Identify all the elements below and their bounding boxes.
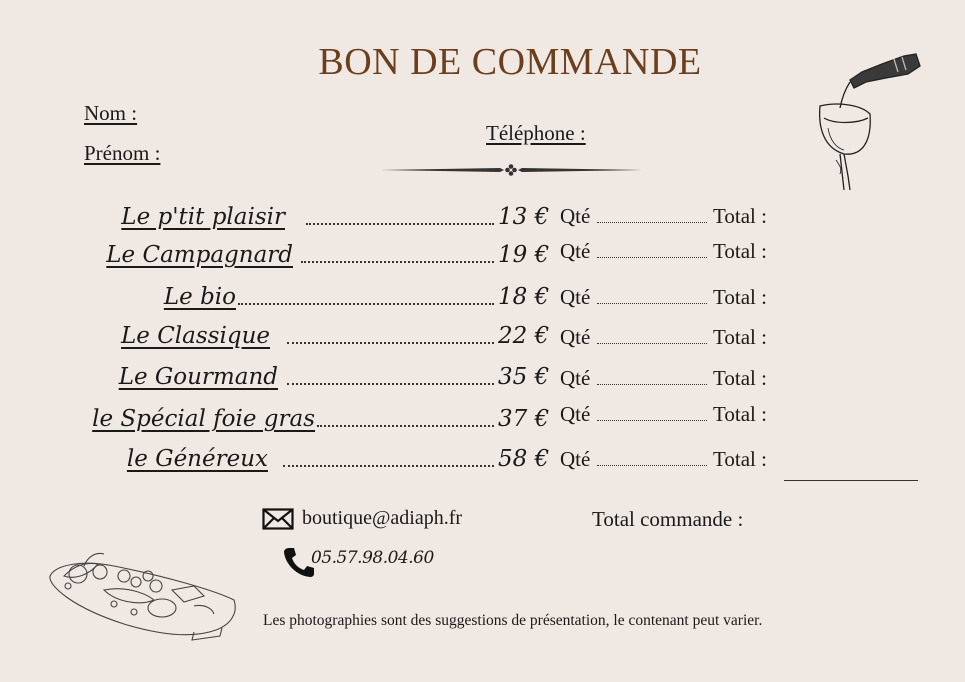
qty-label: Qté [560, 204, 591, 228]
qty-label: Qté [560, 285, 591, 309]
disclaimer-note: Les photographies sont des suggestions de présentation, le contenant peut varier. [263, 612, 763, 629]
total-label: Total : [713, 239, 767, 263]
product-name: le Généreux [126, 446, 268, 472]
qty-dots [597, 257, 707, 258]
qty-label: Qté [560, 239, 591, 263]
wine-pour-illustration [810, 48, 922, 194]
qty-label: Qté [560, 447, 591, 471]
leader-dots [238, 303, 494, 305]
leader-dots [317, 425, 494, 427]
total-label: Total : [713, 447, 767, 471]
leader-dots [306, 223, 494, 225]
prenom-label: Prénom : [84, 141, 161, 165]
total-label: Total : [713, 366, 767, 390]
page-title: BON DE COMMANDE [318, 41, 702, 83]
total-label: Total : [713, 204, 767, 228]
leader-dots [301, 261, 494, 263]
total-commande-label: Total commande : [592, 507, 744, 531]
product-price: 58 € [498, 446, 550, 472]
nom-label: Nom : [84, 101, 138, 125]
product-name: Le Gourmand [118, 364, 278, 390]
qty-label: Qté [560, 325, 591, 349]
telephone-label: Téléphone : [486, 121, 586, 145]
product-price: 35 € [498, 364, 550, 390]
ornament-divider [380, 160, 642, 180]
charcuterie-board-illustration [44, 546, 240, 642]
product-name: Le Campagnard [106, 242, 293, 268]
phone-text[interactable]: 05.57.98.04.60 [311, 548, 434, 568]
product-price: 19 € [498, 242, 550, 268]
total-label: Total : [713, 285, 767, 309]
total-label: Total : [713, 325, 767, 349]
qty-dots [597, 222, 707, 223]
qty-label: Qté [560, 402, 591, 426]
product-name: Le p'tit plaisir [121, 204, 285, 230]
qty-dots [597, 343, 707, 344]
leader-dots [287, 342, 494, 344]
product-price: 37 € [498, 406, 550, 432]
envelope-icon [262, 508, 294, 530]
product-price: 13 € [498, 204, 550, 230]
product-name: Le Classique [121, 323, 270, 349]
total-label: Total : [713, 402, 767, 426]
qty-dots [597, 303, 707, 304]
qty-dots [597, 465, 707, 466]
qty-label: Qté [560, 366, 591, 390]
product-name: le Spécial foie gras [92, 406, 315, 432]
qty-dots [597, 384, 707, 385]
leader-dots [283, 465, 494, 467]
product-price: 22 € [498, 323, 550, 349]
qty-dots [597, 420, 707, 421]
leader-dots [287, 383, 494, 385]
email-text[interactable]: boutique@adiaph.fr [302, 507, 463, 529]
product-name: Le bio [163, 284, 236, 310]
product-price: 18 € [498, 284, 550, 310]
grand-total-line [784, 480, 918, 481]
